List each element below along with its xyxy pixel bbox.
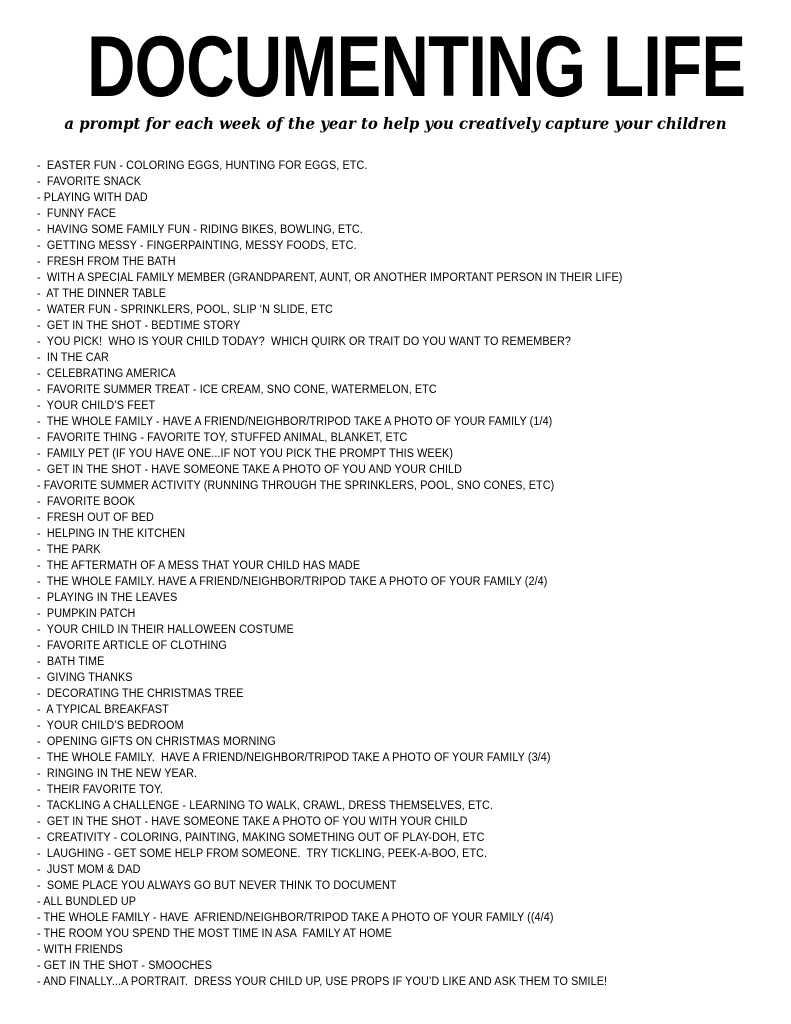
prompt-item: - WITH A SPECIAL FAMILY MEMBER (GRANDPARENT, AUNT, OR ANOTHER IMPORTANT PERSON IN THEIR LIFE) — [37, 272, 623, 284]
prompt-item: - YOUR CHILD’S FEET — [37, 400, 156, 412]
prompt-item: - PLAYING WITH DAD — [37, 192, 148, 204]
prompt-item: - SOME PLACE YOU ALWAYS GO BUT NEVER THINK TO DOCUMENT — [37, 880, 397, 892]
prompt-item: - FAMILY PET (IF YOU HAVE ONE...IF NOT YOU PICK THE PROMPT THIS WEEK) — [37, 448, 454, 460]
prompt-item: - TACKLING A CHALLENGE - LEARNING TO WALK, CRAWL, DRESS THEMSELVES, ETC. — [37, 800, 494, 812]
prompt-item: - GET IN THE SHOT - HAVE SOMEONE TAKE A PHOTO OF YOU AND YOUR CHILD — [37, 464, 463, 476]
prompt-item: - DECORATING THE CHRISTMAS TREE — [37, 688, 244, 700]
prompt-item: - WATER FUN - SPRINKLERS, POOL, SLIP ‘N SLIDE, ETC — [37, 304, 333, 316]
prompt-item: - FAVORITE ARTICLE OF CLOTHING — [37, 640, 227, 652]
prompt-item: - THE WHOLE FAMILY. HAVE A FRIEND/NEIGHBOR/TRIPOD TAKE A PHOTO OF YOUR FAMILY (3/4) — [37, 752, 551, 764]
prompt-item: - GET IN THE SHOT - SMOOCHES — [37, 960, 213, 972]
prompt-item: - FAVORITE THING - FAVORITE TOY, STUFFED ANIMAL, BLANKET, ETC — [37, 432, 408, 444]
prompt-item: - THE PARK — [37, 544, 101, 556]
prompt-list — [37, 158, 777, 990]
prompt-item: - WITH FRIENDS — [37, 944, 123, 956]
prompt-item: - PLAYING IN THE LEAVES — [37, 592, 178, 604]
prompt-item: - FAVORITE BOOK — [37, 496, 136, 508]
prompt-item: - FAVORITE SUMMER TREAT - ICE CREAM, SNO CONE, WATERMELON, ETC — [37, 384, 437, 396]
prompt-item: - GET IN THE SHOT - BEDTIME STORY — [37, 320, 241, 332]
prompt-item: - LAUGHING - GET SOME HELP FROM SOMEONE. TRY TICKLING, PEEK-A-BOO, ETC. — [37, 848, 488, 860]
prompt-item: - THE AFTERMATH OF A MESS THAT YOUR CHILD HAS MADE — [37, 560, 361, 572]
prompt-item: - GETTING MESSY - FINGERPAINTING, MESSY FOODS, ETC. — [37, 240, 357, 252]
prompt-item: - GET IN THE SHOT - HAVE SOMEONE TAKE A PHOTO OF YOU WITH YOUR CHILD — [37, 816, 468, 828]
prompt-item: - THE WHOLE FAMILY. HAVE A FRIEND/NEIGHBOR/TRIPOD TAKE A PHOTO OF YOUR FAMILY (2/4) — [37, 576, 548, 588]
page-title: DOCUMENTING LIFE — [87, 19, 746, 115]
prompt-item: - IN THE CAR — [37, 352, 109, 364]
prompt-item: - YOU PICK! WHO IS YOUR CHILD TODAY? WHICH QUIRK OR TRAIT DO YOU WANT TO REMEMBER? — [37, 336, 571, 348]
prompt-item: - AND FINALLY...A PORTRAIT. DRESS YOUR CHILD UP, USE PROPS IF YOU’D LIKE AND ASK THEM TO SMILE! — [37, 976, 608, 988]
prompt-item: - PUMPKIN PATCH — [37, 608, 136, 620]
prompt-item: - AT THE DINNER TABLE — [37, 288, 167, 300]
prompt-item: - THE ROOM YOU SPEND THE MOST TIME IN ASA FAMILY AT HOME — [37, 928, 392, 940]
prompt-item: - FUNNY FACE — [37, 208, 117, 220]
prompt-item: - BATH TIME — [37, 656, 105, 668]
prompt-item: - A TYPICAL BREAKFAST — [37, 704, 169, 716]
prompt-item: - CELEBRATING AMERICA — [37, 368, 176, 380]
prompt-item: - FAVORITE SUMMER ACTIVITY (RUNNING THROUGH THE SPRINKLERS, POOL, SNO CONES, ETC) — [37, 480, 555, 492]
prompt-item: - ALL BUNDLED UP — [37, 896, 137, 908]
prompt-item: - THEIR FAVORITE TOY. — [37, 784, 164, 796]
prompt-item: - FRESH FROM THE BATH — [37, 256, 176, 268]
page-subtitle: a prompt for each week of the year to help you creatively capture your children — [64, 114, 727, 133]
prompt-item: - FRESH OUT OF BED — [37, 512, 154, 524]
prompt-item: - YOUR CHILD IN THEIR HALLOWEEN COSTUME — [37, 624, 294, 636]
prompt-item: - CREATIVITY - COLORING, PAINTING, MAKING SOMETHING OUT OF PLAY-DOH, ETC — [37, 832, 485, 844]
prompt-item: - THE WHOLE FAMILY - HAVE A FRIEND/NEIGHBOR/TRIPOD TAKE A PHOTO OF YOUR FAMILY (1/4) — [37, 416, 553, 428]
prompt-item: - FAVORITE SNACK — [37, 176, 142, 188]
prompt-item: - JUST MOM & DAD — [37, 864, 141, 876]
prompt-item: - THE WHOLE FAMILY - HAVE AFRIEND/NEIGHBOR/TRIPOD TAKE A PHOTO OF YOUR FAMILY ((4/4) — [37, 912, 554, 924]
prompt-item: - RINGING IN THE NEW YEAR. — [37, 768, 198, 780]
prompt-item: - YOUR CHILD’S BEDROOM — [37, 720, 184, 732]
prompt-item: - GIVING THANKS — [37, 672, 133, 684]
prompt-item: - OPENING GIFTS ON CHRISTMAS MORNING — [37, 736, 276, 748]
prompt-item: - HELPING IN THE KITCHEN — [37, 528, 186, 540]
prompt-item: - EASTER FUN - COLORING EGGS, HUNTING FOR EGGS, ETC. — [37, 160, 368, 172]
prompt-item: - HAVING SOME FAMILY FUN - RIDING BIKES, BOWLING, ETC. — [37, 224, 363, 236]
